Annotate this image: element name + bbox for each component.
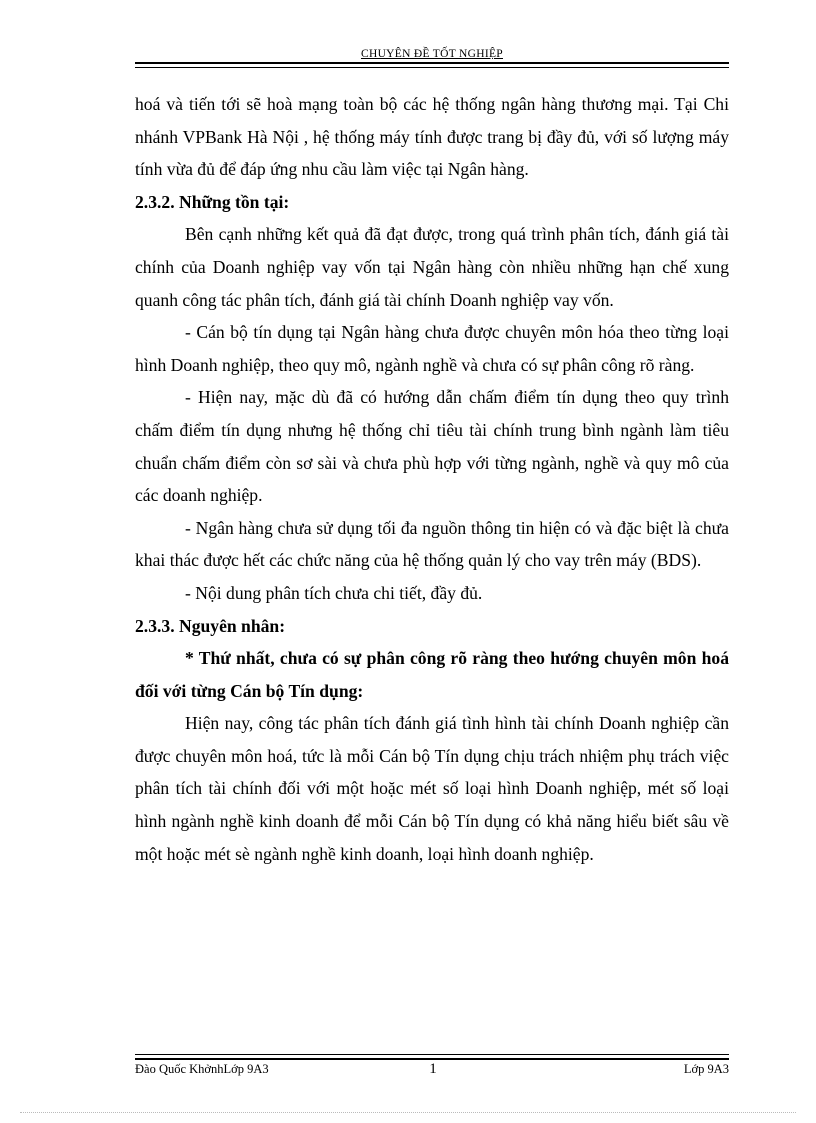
section-heading-2-3-2: 2.3.2. Những tồn tại: <box>135 191 290 212</box>
footer-rule <box>135 1054 729 1060</box>
paragraph-continuation: hoá và tiến tới sẽ hoà mạng toàn bộ các hệ thống ngân hàng thương mại. Tại Chi nhánh VPBank Hà Nội , hệ thống máy tính được trang bị đầy đủ, với số lượng máy tính vừa đủ để đáp ứng nhu cầu làm việc tại Ngân hàng. <box>135 94 729 180</box>
bullet-limitation-1: - Cán bộ tín dụng tại Ngân hàng chưa được chuyên môn hóa theo từng loại hình Doanh nghiệp, theo quy mô, ngành nghề và chưa có sự phân công rõ ràng. <box>135 322 729 375</box>
paragraph-intro-limitations: Bên cạnh những kết quả đã đạt được, trong quá trình phân tích, đánh giá tài chính của Doanh nghiệp vay vốn tại Ngân hàng còn nhiều những hạn chế xung quanh công tác phân tích, đánh giá tài chính Doanh nghiệp vay vốn. <box>135 224 729 310</box>
cause-heading-first: * Thứ nhất, chưa có sự phân công rõ ràng theo hướng chuyên môn hoá đối với từng Cán bộ Tín dụng: <box>135 648 729 701</box>
bullet-limitation-2: - Hiện nay, mặc dù đã có hướng dẫn chấm điểm tín dụng theo quy trình chấm điểm tín dụng nhưng hệ thống chỉ tiêu tài chính trung bình ngành làm tiêu chuẩn chấm điểm còn sơ sài và chưa phù hợp với từng ngành, nghề và quy mô của các doanh nghiệp. <box>135 387 729 506</box>
page-header-title: CHUYÊN ĐỀ TỐT NGHIỆP <box>361 48 503 60</box>
footer-class: Lớp 9A3 <box>683 1062 729 1076</box>
section-heading-2-3-3: 2.3.3. Nguyên nhân: <box>135 615 286 636</box>
bullet-limitation-4: - Nội dung phân tích chưa chi tiết, đầy đủ. <box>185 582 483 603</box>
paragraph-cause-detail: Hiện nay, công tác phân tích đánh giá tình hình tài chính Doanh nghiệp cần được chuyên môn hoá, tức là mỗi Cán bộ Tín dụng chịu trách nhiệm phụ trách việc phân tích tài chính đối với một hoặc mét số loại hình Doanh nghiệp, mét số loại hình ngành nghề kinh doanh để mỗi Cán bộ Tín dụng có khả năng hiểu biết sâu về một hoặc mét sè ngành nghề kinh doanh, loại hình doanh nghiệp. <box>135 713 729 864</box>
document-body <box>135 88 729 870</box>
page-bottom-edge <box>20 1112 796 1113</box>
footer-author: Đào Quốc KhởnhLớp 9A3 <box>135 1062 269 1076</box>
page-number: 1 <box>429 1061 437 1077</box>
bullet-limitation-3: - Ngân hàng chưa sử dụng tối đa nguồn thông tin hiện có và đặc biệt là chưa khai thác được hết các chức năng của hệ thống quản lý cho vay trên máy (BDS). <box>135 517 729 571</box>
header-rule <box>135 62 729 68</box>
